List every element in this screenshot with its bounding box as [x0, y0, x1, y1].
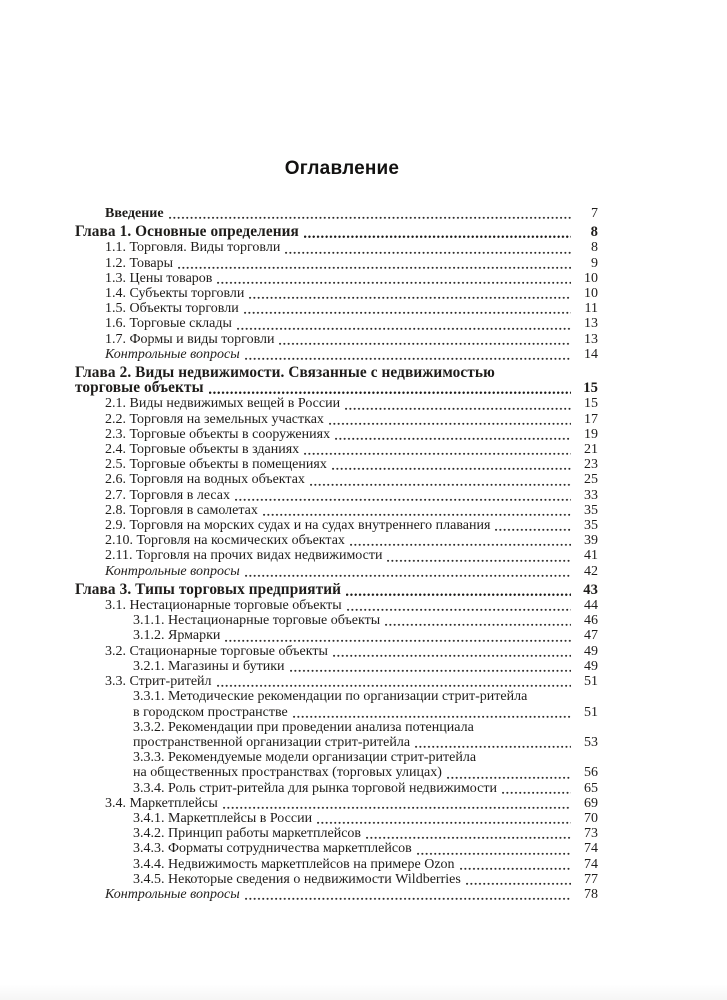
toc-entry-text: 3.3.1. Методические рекомендации по организации стрит-ритейла: [133, 689, 528, 705]
dot-leader: [329, 422, 571, 425]
toc-row: [75, 564, 598, 579]
toc-page-number: 33: [584, 487, 598, 503]
toc-entry-text: 3.4.3. Форматы сотрудничества маркетплейсов: [133, 841, 412, 857]
toc-page-number: 74: [584, 841, 598, 857]
toc-page-number: 46: [584, 613, 598, 629]
dot-leader: [466, 882, 571, 885]
toc-entry-text: 3.3.2. Рекомендации при проведении анализа потенциала: [133, 719, 474, 735]
toc-entry-text: в городском пространстве: [133, 704, 288, 720]
dot-leader: [245, 357, 571, 360]
toc-entry-text: 3.1.2. Ярмарки: [133, 628, 221, 644]
dot-leader: [304, 452, 571, 455]
toc-entry-text: 3.1. Нестационарные торговые объекты: [105, 598, 342, 614]
toc-row: [75, 412, 598, 427]
dot-leader: [244, 311, 571, 314]
dot-leader: [347, 608, 571, 611]
dot-leader: [217, 281, 571, 284]
toc-entry-text: 2.6. Торговля на водных объектах: [105, 472, 305, 488]
page-bottom-shadow: [0, 984, 727, 1000]
dot-leader: [245, 574, 571, 577]
toc-page-number: 35: [584, 518, 598, 534]
toc-row: [75, 826, 598, 841]
toc-page-number: 23: [584, 457, 598, 473]
toc-page-number: 25: [584, 472, 598, 488]
toc-entry-text: 1.3. Цены товаров: [105, 270, 213, 286]
dot-leader: [335, 437, 571, 440]
toc-row: [75, 380, 598, 396]
toc-entry-text: 2.8. Торговля в самолетах: [105, 502, 258, 518]
dot-leader: [235, 498, 571, 501]
toc-row: [75, 796, 598, 811]
toc-entry-text: 2.1. Виды недвижимых вещей в России: [105, 396, 341, 412]
toc-page-number: 53: [584, 734, 598, 750]
toc-page-number: 51: [584, 704, 598, 720]
toc-row: [75, 705, 598, 720]
toc-row: [75, 735, 598, 750]
toc-row: [75, 442, 598, 457]
dot-leader: [245, 897, 571, 900]
toc-entry-text: 3.4.4. Недвижимость маркетплейсов на примере Ozon: [133, 856, 455, 872]
toc-row: [75, 503, 598, 518]
toc-row: [75, 332, 598, 347]
toc-page-number: 17: [584, 411, 598, 427]
toc-entry-text: 1.6. Торговые склады: [105, 316, 232, 332]
toc-row: [75, 613, 598, 628]
toc-row: [75, 396, 598, 411]
toc-row: [75, 887, 598, 902]
dot-leader: [225, 639, 571, 642]
toc-entry-text: 3.3. Стрит-ритейл: [105, 674, 212, 690]
toc-row: [75, 765, 598, 780]
toc-page-number: 49: [584, 643, 598, 659]
toc-page-number: 13: [584, 316, 598, 332]
dot-leader: [385, 623, 571, 626]
toc-page-number: 77: [584, 871, 598, 887]
toc-row: [75, 256, 598, 271]
toc-page-number: 10: [584, 286, 598, 302]
dot-leader: [310, 483, 571, 486]
toc-row: [75, 365, 598, 380]
toc-row: [75, 457, 598, 472]
toc-page-number: 73: [584, 826, 598, 842]
toc-row: [75, 488, 598, 503]
toc-page-number: 70: [584, 810, 598, 826]
toc-page-number: 10: [584, 270, 598, 286]
toc-page-number: 78: [584, 886, 598, 902]
toc-page-number: 15: [583, 380, 598, 397]
toc-row: [75, 644, 598, 659]
toc-page-number: 8: [591, 240, 598, 256]
toc-entry-text: 1.5. Объекты торговли: [105, 301, 239, 317]
toc-row: [75, 781, 598, 796]
toc-entry-text: 2.5. Торговые объекты в помещениях: [105, 457, 327, 473]
toc-entry-text: пространственной организации стрит-ритейла: [133, 734, 411, 750]
dot-leader: [317, 821, 571, 824]
dot-leader: [417, 852, 571, 855]
toc-row: [75, 301, 598, 316]
dot-leader: [333, 654, 571, 657]
dot-leader: [290, 669, 571, 672]
dot-leader: [304, 235, 571, 238]
toc-page-number: 56: [584, 765, 598, 781]
toc-page-number: 65: [584, 780, 598, 796]
toc-entry-text: 2.10. Торговля на космических объектах: [105, 533, 345, 549]
toc-page-number: 39: [584, 533, 598, 549]
toc-entry-text: 2.7. Торговля в лесах: [105, 487, 231, 503]
toc-row: [75, 628, 598, 643]
dot-leader: [366, 836, 571, 839]
toc-row: [75, 548, 598, 563]
toc-entry-text: 1.4. Субъекты торговли: [105, 286, 245, 302]
toc-page-number: 51: [584, 674, 598, 690]
toc-page-number: 14: [584, 346, 598, 362]
toc-row: [75, 518, 598, 533]
dot-leader: [495, 528, 571, 531]
toc-row: [75, 674, 598, 689]
toc-row: [75, 811, 598, 826]
toc-entry-text: Глава 1. Основные определения: [75, 223, 299, 241]
dot-leader: [217, 684, 571, 687]
dot-leader: [249, 296, 571, 299]
toc-page-number: 9: [591, 255, 598, 271]
toc-row: [75, 598, 598, 613]
toc-row: [75, 206, 598, 221]
toc-entry-text: 3.2.1. Магазины и бутики: [133, 658, 285, 674]
dot-leader: [502, 791, 571, 794]
dot-leader: [209, 391, 571, 394]
toc-page-number: 69: [584, 795, 598, 811]
toc-row: [75, 472, 598, 487]
toc-row: [75, 689, 598, 704]
toc-row: [75, 659, 598, 674]
dot-leader: [460, 867, 571, 870]
toc-row: [75, 857, 598, 872]
toc-entry-text: 3.4. Маркетплейсы: [105, 795, 218, 811]
toc-entry-text: 2.11. Торговля на прочих видах недвижимости: [105, 548, 383, 564]
dot-leader: [345, 407, 571, 410]
toc-page-number: 47: [584, 628, 598, 644]
toc-page-number: 41: [584, 548, 598, 564]
toc-row: [75, 271, 598, 286]
dot-leader: [350, 543, 571, 546]
toc-row: [75, 316, 598, 331]
toc-row: [75, 841, 598, 856]
toc-entry-text: 2.4. Торговые объекты в зданиях: [105, 442, 300, 458]
toc-row: [75, 872, 598, 887]
toc-entry-text: торговые объекты: [75, 379, 204, 397]
toc-page-number: 42: [584, 563, 598, 579]
toc-entry-text: Глава 3. Типы торговых предприятий: [75, 580, 342, 598]
toc-page-number: 35: [584, 502, 598, 518]
toc-page-number: 11: [584, 301, 598, 317]
toc-page-number: 43: [583, 581, 598, 598]
toc-entry-text: Контрольные вопросы: [105, 563, 240, 579]
dot-leader: [415, 745, 571, 748]
toc-entry-text: 1.2. Товары: [105, 255, 174, 271]
toc-entry-text: 3.4.1. Маркетплейсы в России: [133, 810, 313, 826]
toc-page-number: 13: [584, 331, 598, 347]
toc-entry-text: 1.1. Торговля. Виды торговли: [105, 240, 281, 256]
toc-entry-text: 3.1.1. Нестационарные торговые объекты: [133, 613, 381, 629]
dot-leader: [263, 513, 571, 516]
toc-row: [75, 720, 598, 735]
toc-entry-text: 3.4.2. Принцип работы маркетплейсов: [133, 826, 362, 842]
toc-row: [75, 347, 598, 362]
dot-leader: [346, 593, 571, 596]
toc-page-number: 8: [590, 224, 598, 241]
toc-entry-text: 3.4.5. Некоторые сведения о недвижимости Wildberries: [133, 871, 461, 887]
dot-leader: [293, 715, 571, 718]
dot-leader: [332, 467, 571, 470]
toc-page-number: 74: [584, 856, 598, 872]
toc-row: [75, 224, 598, 240]
toc-entry-text: Глава 2. Виды недвижимости. Связанные с недвижимостью: [75, 364, 495, 382]
toc-entry-text: 2.9. Торговля на морских судах и на судах внутреннего плавания: [105, 518, 491, 534]
toc-page-number: 44: [584, 598, 598, 614]
toc-row: [75, 750, 598, 765]
dot-leader: [387, 559, 571, 562]
toc-entry-text: 2.2. Торговля на земельных участках: [105, 411, 324, 427]
toc-row: [75, 427, 598, 442]
toc-row: [75, 286, 598, 301]
dot-leader: [169, 216, 571, 219]
toc-entry-text: 3.3.3. Рекомендуемые модели организации стрит-ритейла: [133, 750, 477, 766]
page-title: Оглавление: [284, 158, 400, 179]
toc-row: [75, 582, 598, 598]
toc-page-number: 19: [584, 426, 598, 442]
dot-leader: [285, 251, 571, 254]
toc-list: [75, 206, 598, 902]
toc-entry-text: на общественных пространствах (торговых улицах): [133, 765, 442, 781]
toc-entry-text: Контрольные вопросы: [105, 346, 240, 362]
toc-entry-text: 1.7. Формы и виды торговли: [105, 331, 275, 347]
toc-page-number: 7: [591, 206, 598, 221]
dot-leader: [447, 776, 571, 779]
toc-row: [75, 533, 598, 548]
dot-leader: [279, 342, 571, 345]
toc-entry-text: Контрольные вопросы: [105, 886, 240, 902]
toc-entry-text: Введение: [105, 206, 164, 221]
toc-page-number: 49: [584, 658, 598, 674]
toc-entry-text: 3.2. Стационарные торговые объекты: [105, 643, 328, 659]
toc-page-number: 21: [584, 442, 598, 458]
toc-row: [75, 240, 598, 255]
toc-page-number: 15: [584, 396, 598, 412]
toc-entry-text: 3.3.4. Роль стрит-ритейла для рынка торговой недвижимости: [133, 780, 497, 796]
toc-entry-text: 2.3. Торговые объекты в сооружениях: [105, 426, 331, 442]
dot-leader: [178, 266, 571, 269]
dot-leader: [237, 327, 571, 330]
dot-leader: [223, 806, 571, 809]
